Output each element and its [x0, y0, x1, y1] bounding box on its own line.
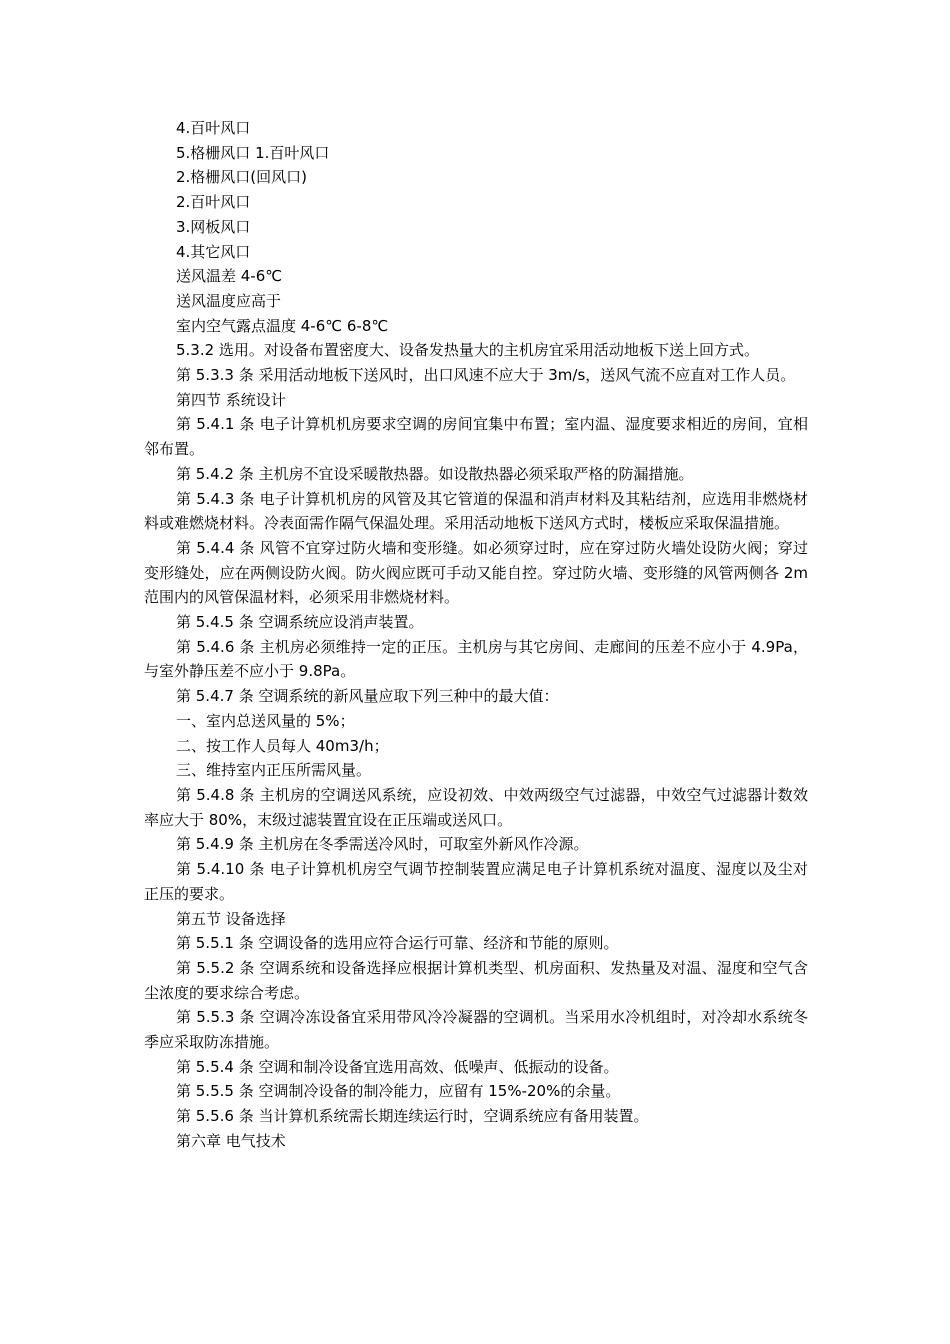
- list-item: 4.其它风口: [176, 242, 251, 261]
- paragraph: 第 5.4.1 条 电子计算机机房要求空调的房间宜集中布置；室内温、湿度要求相近的房间，宜相邻布置。: [144, 415, 808, 459]
- list-item: 送风温差 4-6℃: [176, 267, 283, 286]
- paragraph: 第 5.4.6 条 主机房必须维持一定的正压。主机房与其它房间、走廊间的压差不应小于 4.9Pa，与室外静压差不应小于 9.8Pa。: [144, 637, 808, 681]
- list-item: 三、维持室内正压所需风量。: [176, 761, 372, 780]
- paragraph: 第 5.5.5 条 空调制冷设备的制冷能力，应留有 15%-20%的余量。: [176, 1082, 621, 1101]
- section-heading: 第五节 设备选择: [176, 909, 286, 928]
- paragraph: 第 5.5.3 条 空调冷冻设备宜采用带风冷冷凝器的空调机。当采用水冷机组时，对冷却水系统冬季应采取防冻措施。: [144, 1008, 808, 1052]
- section-heading: 第四节 系统设计: [176, 390, 286, 409]
- paragraph: 第 5.5.4 条 空调和制冷设备宜选用高效、低噪声、低振动的设备。: [176, 1057, 619, 1076]
- paragraph: 第 5.4.5 条 空调系统应设消声装置。: [176, 613, 424, 632]
- paragraph: 第 5.5.6 条 当计算机系统需长期连续运行时，空调系统应有备用装置。: [176, 1107, 649, 1126]
- document-page: [144, 116, 808, 1154]
- paragraph: 第 5.4.2 条 主机房不宜设采暖散热器。如设散热器必须采取严格的防漏措施。: [176, 464, 694, 483]
- paragraph: 5.3.2 选用。对设备布置密度大、设备发热量大的主机房宜采用活动地板下送上回方式。: [176, 341, 759, 360]
- paragraph: 第 5.4.4 条 风管不宜穿过防火墙和变形缝。如必须穿过时，应在穿过防火墙处设防火阀；穿过变形缝处，应在两侧设防火阀。防火阀应既可手动又能自控。穿过防火墙、变形缝的风管两侧各 2m 范围内的风管保温材料，必须采用非燃烧材料。: [144, 538, 808, 607]
- paragraph: 第 5.5.2 条 空调系统和设备选择应根据计算机类型、机房面积、发热量及对温、湿度和空气含尘浓度的要求综合考虑。: [144, 958, 808, 1002]
- list-item: 二、按工作人员每人 40m3/h；: [176, 736, 389, 755]
- paragraph: 第 5.4.8 条 主机房的空调送风系统，应设初效、中效两级空气过滤器，中效空气过滤器计数效率应大于 80%，末级过滤装置宜设在正压端或送风口。: [144, 785, 808, 829]
- list-item: 一、室内总送风量的 5%；: [176, 711, 355, 730]
- paragraph: 第 5.5.1 条 空调设备的选用应符合运行可靠、经济和节能的原则。: [176, 934, 619, 953]
- list-item: 室内空气露点温度 4-6℃ 6-8℃: [176, 316, 389, 335]
- list-item: 4.百叶风口: [176, 119, 251, 137]
- paragraph: 第 5.4.9 条 主机房在冬季需送冷风时，可取室外新风作冷源。: [176, 835, 589, 854]
- list-item: 2.百叶风口: [176, 193, 251, 212]
- paragraph: 第 5.4.3 条 电子计算机机房的风管及其它管道的保温和消声材料及其粘结剂，应选用非燃烧材料或难燃烧材料。冷表面需作隔气保温处理。采用活动地板下送风方式时，楼板应采取保温措施。: [144, 489, 808, 533]
- list-item: 5.格栅风口 1.百叶风口: [176, 143, 330, 162]
- list-item: 3.网板风口: [176, 217, 251, 236]
- paragraph: 第 5.3.3 条 采用活动地板下送风时，出口风速不应大于 3m/s，送风气流不应直对工作人员。: [176, 366, 796, 385]
- paragraph: 第 5.4.10 条 电子计算机机房空气调节控制装置应满足电子计算机系统对温度、湿度以及尘对正压的要求。: [144, 860, 808, 903]
- paragraph: 第 5.4.7 条 空调系统的新风量应取下列三种中的最大值：: [176, 687, 559, 706]
- chapter-heading: 第六章 电气技术: [176, 1131, 286, 1150]
- list-item: 2.格栅风口(回风口): [176, 168, 308, 187]
- list-item: 送风温度应高于: [176, 291, 282, 310]
